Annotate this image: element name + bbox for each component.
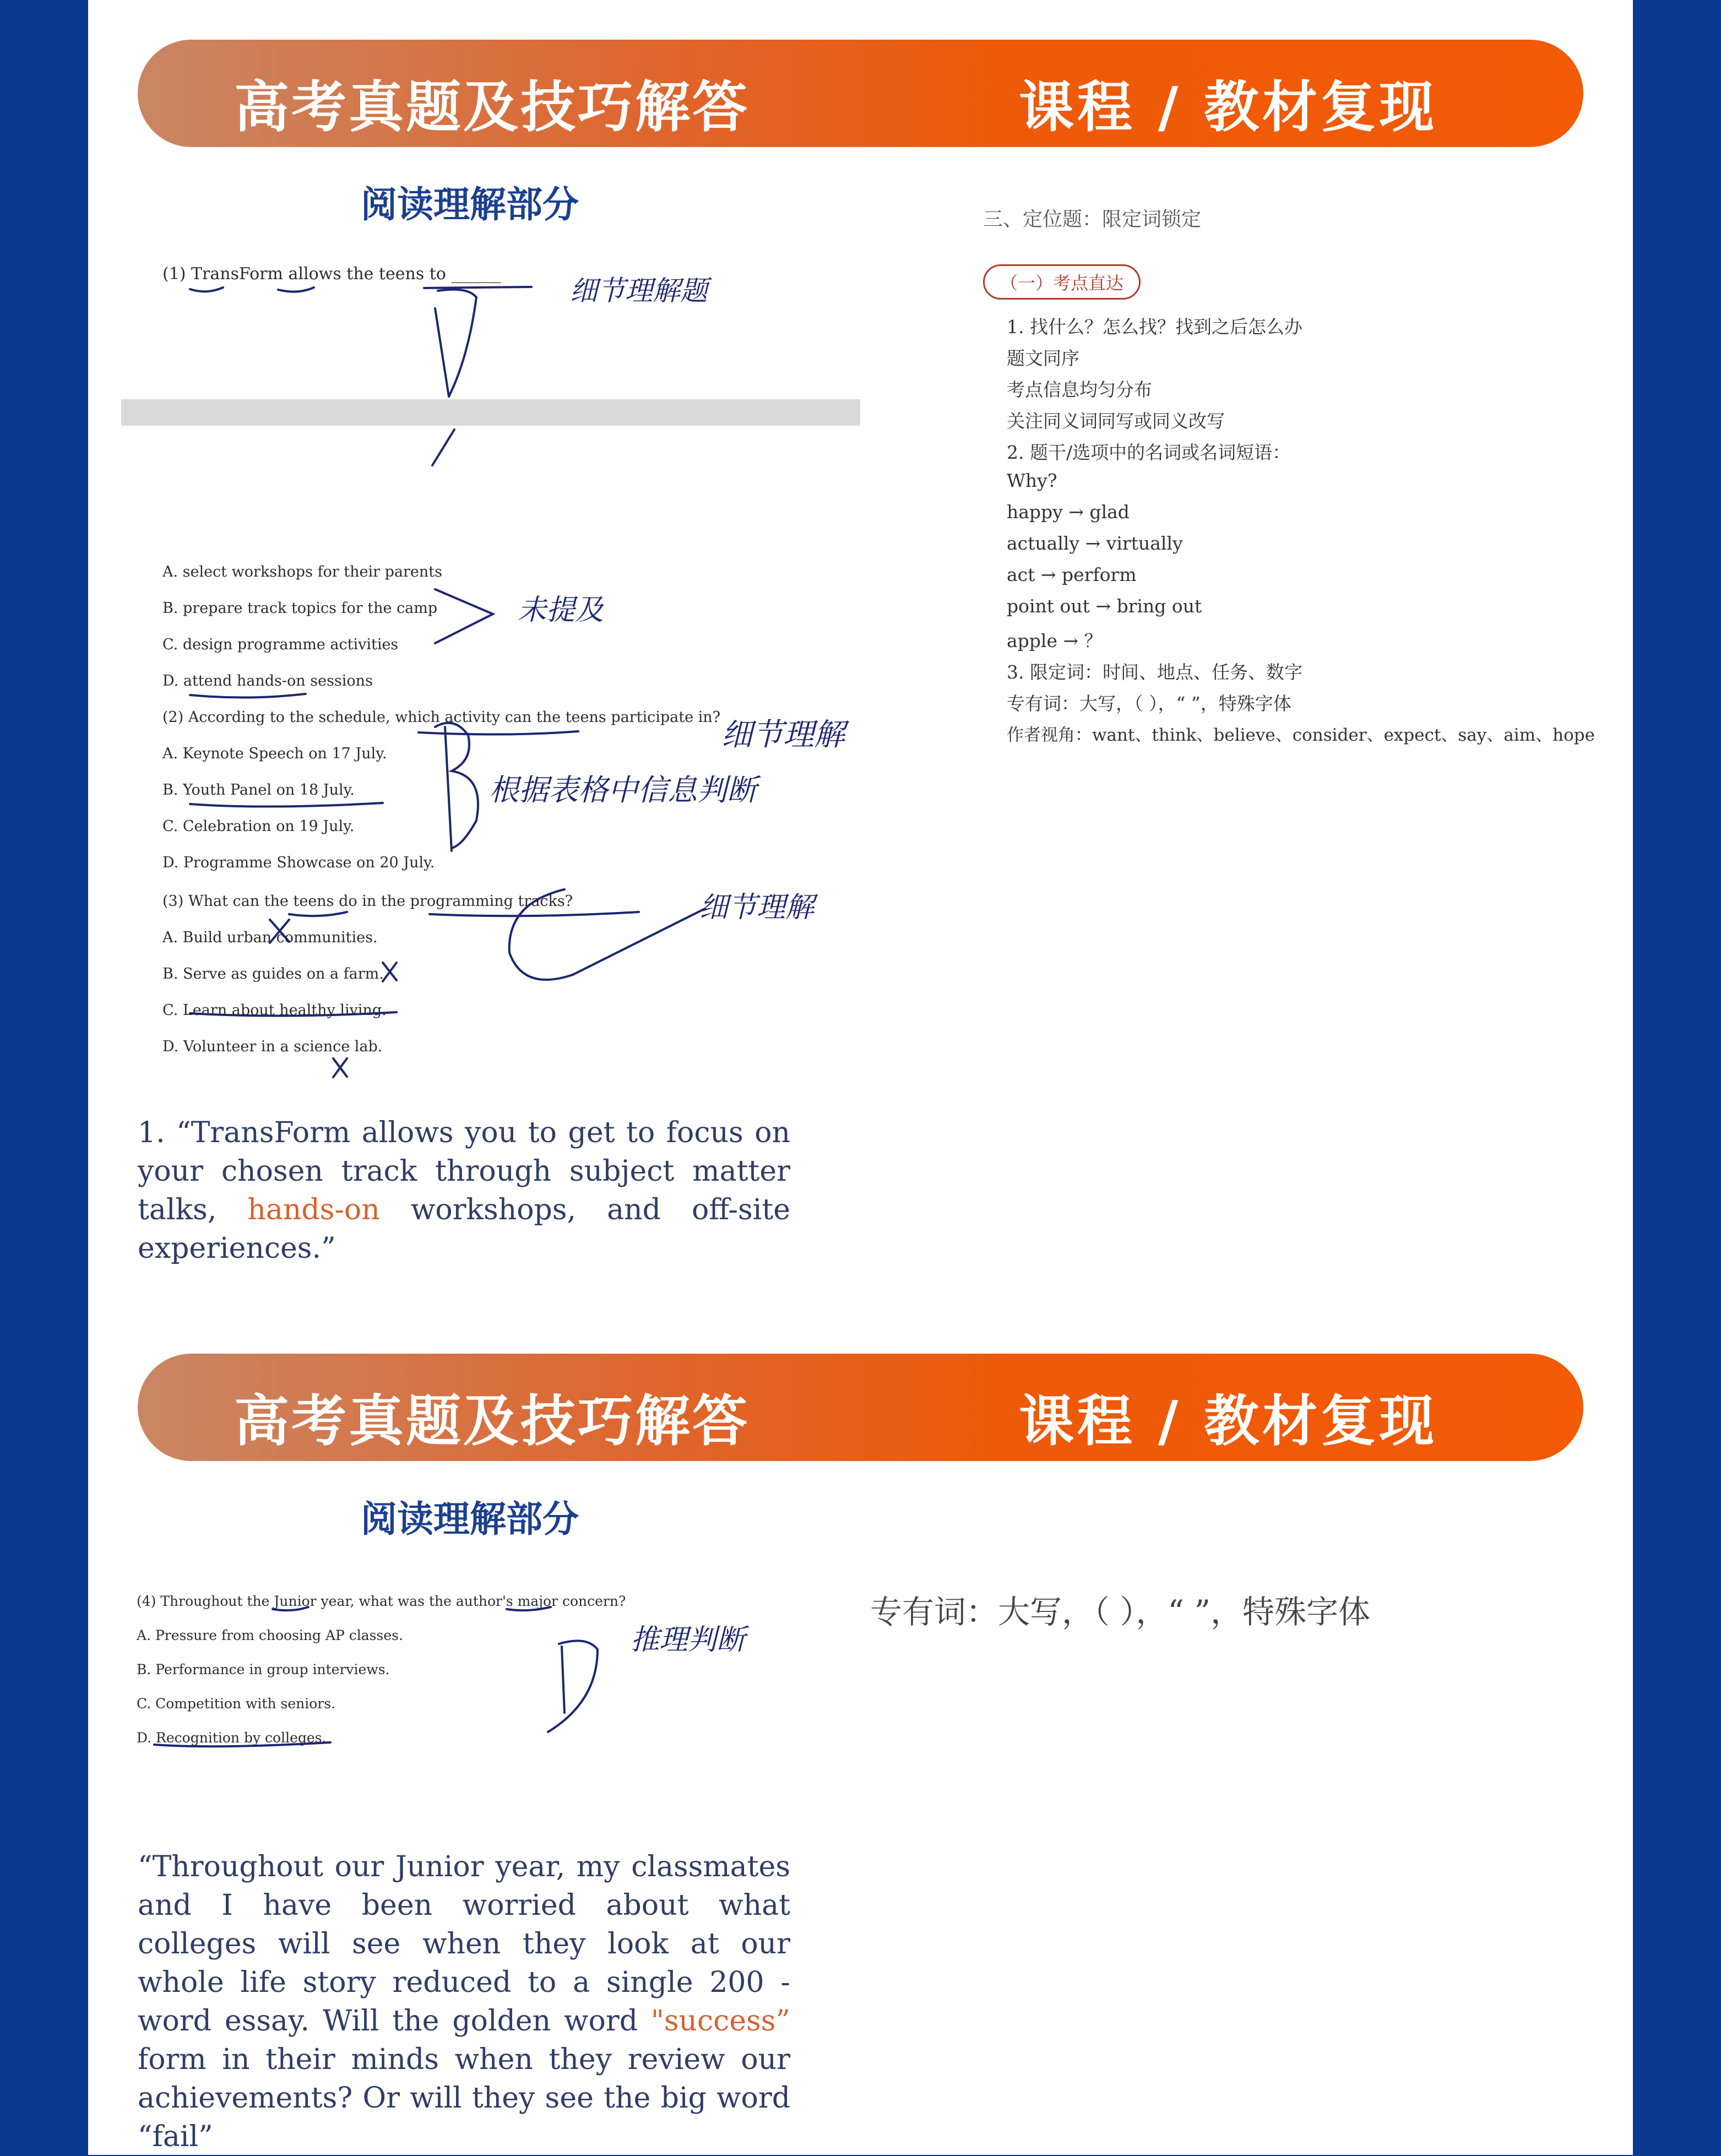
note-line-6: Why? xyxy=(1007,470,1057,491)
notes-badge: （一）考点直达 xyxy=(983,264,1141,300)
option-2c: C. Celebration on 19 July. xyxy=(162,818,355,835)
handwriting-note-2: 未提及 xyxy=(518,594,604,627)
handwriting-note-5: 细节理解 xyxy=(699,891,815,924)
banner-2-right-title: 课程 / 教材复现 xyxy=(1019,1389,1438,1453)
notes-heading: 三、定位题：限定词锁定 xyxy=(983,208,1202,231)
content-page xyxy=(88,0,1633,2155)
option-3b: B. Serve as guides on a farm. xyxy=(162,965,384,982)
quote-1: 1. “TransForm allows you to get to focus on your chosen track through subject matter talks, hands-on workshops, and off-site experiences.” xyxy=(138,1116,790,1265)
quote-2: “Throughout our Junior year, my classmates and I have been worried about what colleges will see when they look at our whole life story reduced to a single 200 - word essay. Will the golden word "success” form in their minds when they review our achievements? Or will they see the big word “fail” xyxy=(138,1850,790,2153)
handwriting-note-3: 细节理解 xyxy=(721,717,845,753)
option-3d: D. Volunteer in a science lab. xyxy=(162,1038,383,1055)
option-3a: A. Build urban communities. xyxy=(162,929,378,946)
option-1b: B. prepare track topics for the camp xyxy=(162,600,438,617)
handwriting-note-4: 根据表格中信息判断 xyxy=(489,773,757,807)
option-1a: A. select workshops for their parents xyxy=(162,563,442,580)
note-line-2: 题文同序 xyxy=(1007,347,1079,369)
option-3c: C. Learn about healthy living. xyxy=(162,1002,387,1019)
note-line-7: happy → glad xyxy=(1007,501,1130,523)
quote-2-highlight: "success” xyxy=(650,2005,790,2038)
note-line-8: actually → virtually xyxy=(1007,533,1183,554)
note-line-3: 考点信息均匀分布 xyxy=(1007,379,1152,400)
note-line-14: 作者视角：want、think、believe、consider、expect、say、aim、hope xyxy=(1007,725,1595,745)
section-title: 阅读理解部分 xyxy=(361,183,579,226)
note-line-5: 2. 题干/选项中的名词或名词短语： xyxy=(1007,442,1291,463)
note-line-9: act → perform xyxy=(1007,564,1137,585)
option-2d: D. Programme Showcase on 20 July. xyxy=(162,854,435,871)
note-line-13: 专有词：大写，（ ），“ ”，特殊字体 xyxy=(1007,693,1291,714)
banner-2-left-title: 高考真题及技巧解答 xyxy=(234,1389,750,1453)
question-4: (4) Throughout the Junior year, what was the author's major concern? xyxy=(137,1593,626,1609)
question-3: (3) What can the teens do in the programming tracks? xyxy=(162,893,573,910)
option-4c: C. Competition with seniors. xyxy=(137,1696,335,1712)
section-title-2: 阅读理解部分 xyxy=(361,1498,579,1540)
note-line-10: point out → bring out xyxy=(1007,595,1202,617)
question-2: (2) According to the schedule, which activity can the teens participate in? xyxy=(162,709,721,726)
handwriting-note-1: 细节理解题 xyxy=(570,275,708,307)
note-line-4: 关注同义词同写或同义改写 xyxy=(1007,410,1225,432)
note-line-12: 3. 限定词：时间、地点、任务、数字 xyxy=(1007,661,1302,683)
option-4d: D. Recognition by colleges. xyxy=(137,1730,327,1746)
option-4a: A. Pressure from choosing AP classes. xyxy=(137,1627,403,1643)
handwriting-note-6: 推理判断 xyxy=(631,1623,746,1657)
option-4b: B. Performance in group interviews. xyxy=(137,1661,390,1677)
option-1c: C. design programme activities xyxy=(162,636,399,653)
option-2b: B. Youth Panel on 18 July. xyxy=(162,781,355,799)
zoomed-note: 专有词：大写，（ ），“ ”，特殊字体 xyxy=(870,1593,1371,1631)
option-2a: A. Keynote Speech on 17 July. xyxy=(162,745,387,762)
question-1: (1) TransForm allows the teens to ______ xyxy=(162,264,501,284)
note-line-11: apple → ？ xyxy=(1007,630,1103,651)
quote-1-highlight: hands-on xyxy=(247,1193,380,1226)
banner-left-title: 高考真题及技巧解答 xyxy=(234,75,750,139)
option-1d: D. attend hands-on sessions xyxy=(162,672,373,689)
banner-right-title: 课程 / 教材复现 xyxy=(1019,75,1438,139)
handwritten-marks-2 xyxy=(88,0,914,1817)
note-line-1: 1. 找什么？怎么找？找到之后怎么办 xyxy=(1007,316,1302,338)
